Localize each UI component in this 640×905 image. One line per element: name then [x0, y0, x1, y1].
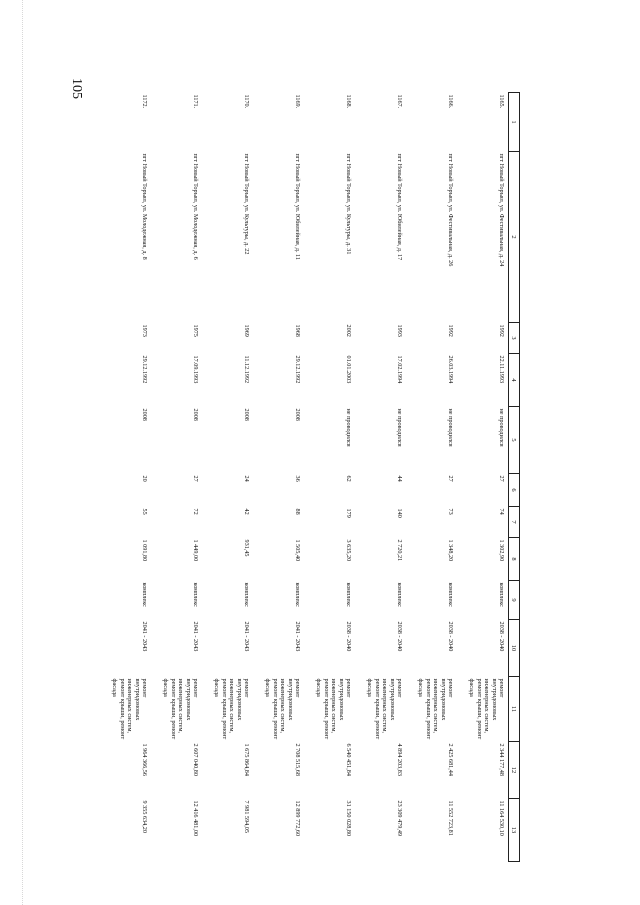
- table-cell: ремонт внутридомовых инженерных систем, ремонт крыши, ремонт фасада: [366, 678, 403, 740]
- table-cell: 1170.: [243, 94, 250, 109]
- table-cell: не проводился: [345, 408, 352, 447]
- table-cell: 1169.: [294, 94, 301, 109]
- table-cell: комплекс: [447, 582, 454, 607]
- column-header-3: 3: [509, 323, 520, 354]
- table-cell: 1 505,40: [294, 539, 301, 562]
- table-cell: 74: [498, 508, 505, 515]
- table-body: [100, 93, 509, 862]
- table-cell: 1992: [498, 324, 505, 337]
- table-cell: 3 635,20: [345, 539, 352, 562]
- table-cell: пгт Новый Торъял, ул. Фестивальная, д. 24: [498, 153, 505, 267]
- table-cell: комплекс: [141, 582, 148, 607]
- table-cell: 22.11.1993: [498, 355, 505, 384]
- table-cell: 1166.: [447, 94, 454, 109]
- table-cell: 1 449,00: [192, 539, 199, 562]
- table-cell: 9 355 634,20: [141, 800, 148, 833]
- repair-schedule-table: [100, 92, 520, 862]
- table-cell: ремонт внутридомовых инженерных систем, ремонт крыши, ремонт фасада: [162, 678, 199, 740]
- table-cell: 1973: [141, 324, 148, 337]
- table-cell: ремонт внутридомовых инженерных систем, ремонт крыши, ремонт фасада: [111, 678, 148, 740]
- table-cell: ремонт внутридомовых инженерных систем, ремонт крыши, ремонт фасада: [213, 678, 250, 740]
- table-cell: 26.03.1994: [447, 355, 454, 384]
- table-cell: пгт Новый Торъял, ул. Культуры, д. 31: [345, 153, 352, 255]
- table-cell: 1171.: [192, 94, 199, 109]
- table-cell: 1 964 366,56: [141, 743, 148, 776]
- table-cell: 2041 - 2043: [141, 621, 148, 652]
- table-cell: не проводился: [498, 408, 505, 447]
- table-cell: пгт Новый Торъял, ул. Юбилейная, д. 17: [396, 153, 403, 261]
- table-cell: 2 720,21: [396, 539, 403, 562]
- table-row: [457, 93, 509, 862]
- table-cell: 20: [141, 475, 148, 482]
- table-cell: пгт Новый Торъял, ул. Фестивальная, д. 26: [447, 153, 454, 267]
- table-cell: 12 416 481,00: [192, 800, 199, 837]
- table-cell: 72: [192, 508, 199, 515]
- page-number: 105: [69, 78, 84, 99]
- table-cell: 44: [396, 475, 403, 482]
- table-cell: 931,45: [243, 539, 250, 557]
- table-cell: 2 607 040,80: [192, 743, 199, 776]
- table-cell: 73: [447, 508, 454, 515]
- table-cell: 2041 - 2043: [294, 621, 301, 652]
- header-row: [509, 93, 520, 862]
- scan-margin-line: [22, 0, 23, 905]
- table-cell: 2 344 177,48: [498, 743, 505, 776]
- table-cell: 2008: [294, 408, 301, 421]
- table-cell: 1969: [243, 324, 250, 337]
- table-cell: 24: [243, 475, 250, 482]
- table-cell: 2041 - 2043: [243, 621, 250, 652]
- table-cell: 55: [141, 508, 148, 515]
- table-cell: 11 552 723,81: [447, 800, 454, 836]
- table-row: [253, 93, 304, 862]
- table-cell: пгт Новый Торъял, ул. Культуры, д. 22: [243, 153, 250, 255]
- table-cell: 1168.: [345, 94, 352, 109]
- table-cell: комплекс: [396, 582, 403, 607]
- table-cell: 1 348,20: [447, 539, 454, 562]
- table-cell: комплекс: [498, 582, 505, 607]
- table-cell: 1992: [447, 324, 454, 337]
- column-header-1: 1: [509, 93, 520, 152]
- table-row: [202, 93, 253, 862]
- table-cell: 88: [294, 508, 301, 515]
- table-cell: 1167.: [396, 94, 403, 109]
- table-cell: не проводился: [447, 408, 454, 447]
- table-cell: 2008: [141, 408, 148, 421]
- table-cell: 2041 - 2043: [192, 621, 199, 652]
- table-cell: пгт Новый Торъял, ул. Юбилейная, д. 11: [294, 153, 301, 260]
- column-header-4: 4: [509, 354, 520, 407]
- table-cell: ремонт внутридомовых инженерных систем, ремонт крыши, ремонт фасада: [315, 678, 352, 740]
- column-header-6: 6: [509, 474, 520, 507]
- table-cell: 140: [396, 508, 403, 518]
- table-cell: 2038 - 2040: [498, 621, 505, 652]
- table-cell: 2038 - 2040: [447, 621, 454, 652]
- table-sheet: [112, 92, 520, 848]
- table-cell: не проводился: [396, 408, 403, 447]
- table-cell: 17.02.1994: [396, 355, 403, 384]
- table-row: [355, 93, 406, 862]
- table-cell: 1 091,80: [141, 539, 148, 562]
- table-cell: 11 164 530,10: [498, 800, 505, 836]
- table-cell: 27: [447, 475, 454, 482]
- column-header-5: 5: [509, 407, 520, 474]
- table-cell: пгт Новый Торъял, ул. Молодежная, д. 6: [192, 153, 199, 260]
- table-cell: 2 425 681,44: [447, 743, 454, 776]
- table-cell: 17.09.1993: [192, 355, 199, 384]
- table-cell: 2008: [243, 408, 250, 421]
- table-cell: 2008: [192, 408, 199, 421]
- column-header-7: 7: [509, 507, 520, 538]
- table-cell: комплекс: [192, 582, 199, 607]
- table-cell: 6 540 451,84: [345, 743, 352, 776]
- table-cell: 1 675 864,84: [243, 743, 250, 776]
- table-cell: 11.12.1992: [243, 355, 250, 384]
- table-cell: 1165.: [498, 94, 505, 109]
- table-cell: 01.01.2003: [345, 355, 352, 384]
- table-cell: 36: [294, 475, 301, 482]
- column-header-2: 2: [509, 152, 520, 323]
- table-row: [406, 93, 457, 862]
- column-header-12: 12: [509, 742, 520, 799]
- table-row: [151, 93, 202, 862]
- table-cell: 27: [498, 475, 505, 482]
- table-cell: ремонт внутридомовых инженерных систем, ремонт крыши, ремонт фасада: [468, 678, 505, 740]
- table-cell: 1975: [192, 324, 199, 337]
- column-header-10: 10: [509, 620, 520, 677]
- table-cell: пгт Новый Торъял, ул. Молодежная, д. 8: [141, 153, 148, 260]
- table-cell: ремонт внутридомовых инженерных систем, ремонт крыши, ремонт фасада: [264, 678, 301, 740]
- table-cell: 1172.: [141, 94, 148, 109]
- table-cell: комплекс: [243, 582, 250, 607]
- table-row: [304, 93, 355, 862]
- table-cell: ремонт внутридомовых инженерных систем, ремонт крыши, ремонт фасада: [417, 678, 454, 740]
- table-cell: 2038 - 2040: [396, 621, 403, 652]
- table-cell: 31 150 028,80: [345, 800, 352, 837]
- table-cell: комплекс: [294, 582, 301, 607]
- table-cell: 27: [192, 475, 199, 482]
- table-cell: 2002: [345, 324, 352, 337]
- table-cell: 29.12.1992: [141, 355, 148, 384]
- table-cell: 2038 - 2040: [345, 621, 352, 652]
- table-row: [100, 93, 151, 862]
- table-cell: 42: [243, 508, 250, 515]
- table-cell: 7 981 594,05: [243, 800, 250, 833]
- table-cell: 1993: [396, 324, 403, 337]
- column-header-11: 11: [509, 677, 520, 742]
- table-cell: 23 309 479,49: [396, 800, 403, 837]
- table-cell: 12 899 772,60: [294, 800, 301, 837]
- table-cell: 62: [345, 475, 352, 482]
- table-cell: комплекс: [345, 582, 352, 607]
- table-cell: 2 708 515,68: [294, 743, 301, 776]
- table-cell: 1968: [294, 324, 301, 337]
- column-header-13: 13: [509, 799, 520, 862]
- table-cell: 179: [345, 508, 352, 518]
- column-header-9: 9: [509, 581, 520, 620]
- table-cell: 4 894 203,83: [396, 743, 403, 776]
- table-cell: 29.12.1992: [294, 355, 301, 384]
- table-cell: 1 302,90: [498, 539, 505, 562]
- column-header-8: 8: [509, 538, 520, 581]
